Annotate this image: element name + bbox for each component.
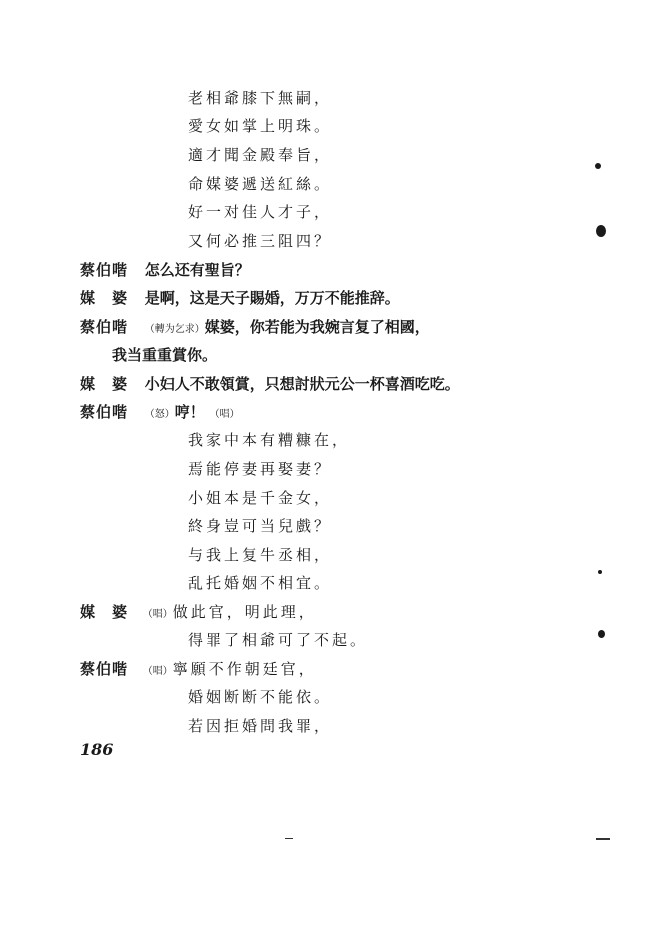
speech-text: 做此官，明此理， xyxy=(172,603,317,621)
verse-line: 与我上复牛丞相， xyxy=(188,546,333,564)
speaker-name: 蔡伯喈 xyxy=(80,403,129,421)
speech-text: 媒婆，你若能为我婉言复了相國， xyxy=(204,318,430,336)
speech-text: 怎么还有聖旨？ xyxy=(144,261,250,279)
verse-line: 焉能停妻再娶妻？ xyxy=(188,460,333,478)
verse-line: 小姐本是千金女， xyxy=(188,489,333,507)
scan-speck xyxy=(595,163,601,169)
speaker-name: 蔡伯喈 xyxy=(80,318,129,336)
verse-line: 若因拒婚問我罪， xyxy=(188,717,333,735)
dialogue-line xyxy=(80,260,250,280)
scan-speck xyxy=(598,630,605,638)
verse-line: 老相爺膝下無嗣， xyxy=(188,89,333,107)
verse-line: 得罪了相爺可了不起。 xyxy=(188,631,369,649)
scan-mark xyxy=(596,838,610,840)
dialogue-line xyxy=(80,288,400,308)
verse-line: 婚姻断断不能依。 xyxy=(188,688,333,706)
verse-line: 又何必推三阻四？ xyxy=(188,232,333,250)
verse-line: 命媒婆遞送紅絲。 xyxy=(188,175,333,193)
speaker-name: 蔡伯喈 xyxy=(80,261,129,279)
speech-continuation: 我当重重賞你。 xyxy=(112,346,218,364)
stage-direction: （怒） xyxy=(144,409,175,420)
stage-direction: （唱） xyxy=(142,609,173,620)
speaker-name: 蔡伯喈 xyxy=(80,660,129,678)
scan-speck xyxy=(598,570,602,574)
stage-direction: （唱） xyxy=(209,409,240,420)
verse-line: 乱托婚姻不相宜。 xyxy=(188,574,333,592)
dialogue-line xyxy=(80,317,430,340)
stage-direction: （轉为乞求） xyxy=(144,324,205,335)
speaker-name: 媒 婆 xyxy=(80,375,129,393)
verse-line: 好一对佳人才子， xyxy=(188,203,333,221)
verse-line: 終身豈可当兒戲？ xyxy=(188,517,333,535)
dialogue-line xyxy=(80,402,240,425)
scan-mark xyxy=(285,838,293,839)
speech-text: 是啊，这是天子賜婚，万万不能推辞。 xyxy=(144,289,400,307)
dialogue-line xyxy=(80,602,317,625)
speech-text: 寧願不作朝廷官， xyxy=(172,660,317,678)
scan-speck xyxy=(596,225,606,237)
speech-text: 哼！ xyxy=(174,403,205,421)
speaker-name: 媒 婆 xyxy=(80,289,129,307)
dialogue-line xyxy=(80,659,317,682)
verse-line: 愛女如掌上明珠。 xyxy=(188,117,333,135)
verse-line: 我家中本有糟糠在， xyxy=(188,431,351,449)
speech-text: 小妇人不敢領賞，只想討狀元公一杯喜酒吃吃。 xyxy=(144,375,460,393)
page-number: 186 xyxy=(80,740,114,759)
verse-line: 適才聞金殿奉旨， xyxy=(188,146,333,164)
speaker-name: 媒 婆 xyxy=(80,603,129,621)
stage-direction: （唱） xyxy=(142,666,173,677)
dialogue-line xyxy=(80,374,460,394)
